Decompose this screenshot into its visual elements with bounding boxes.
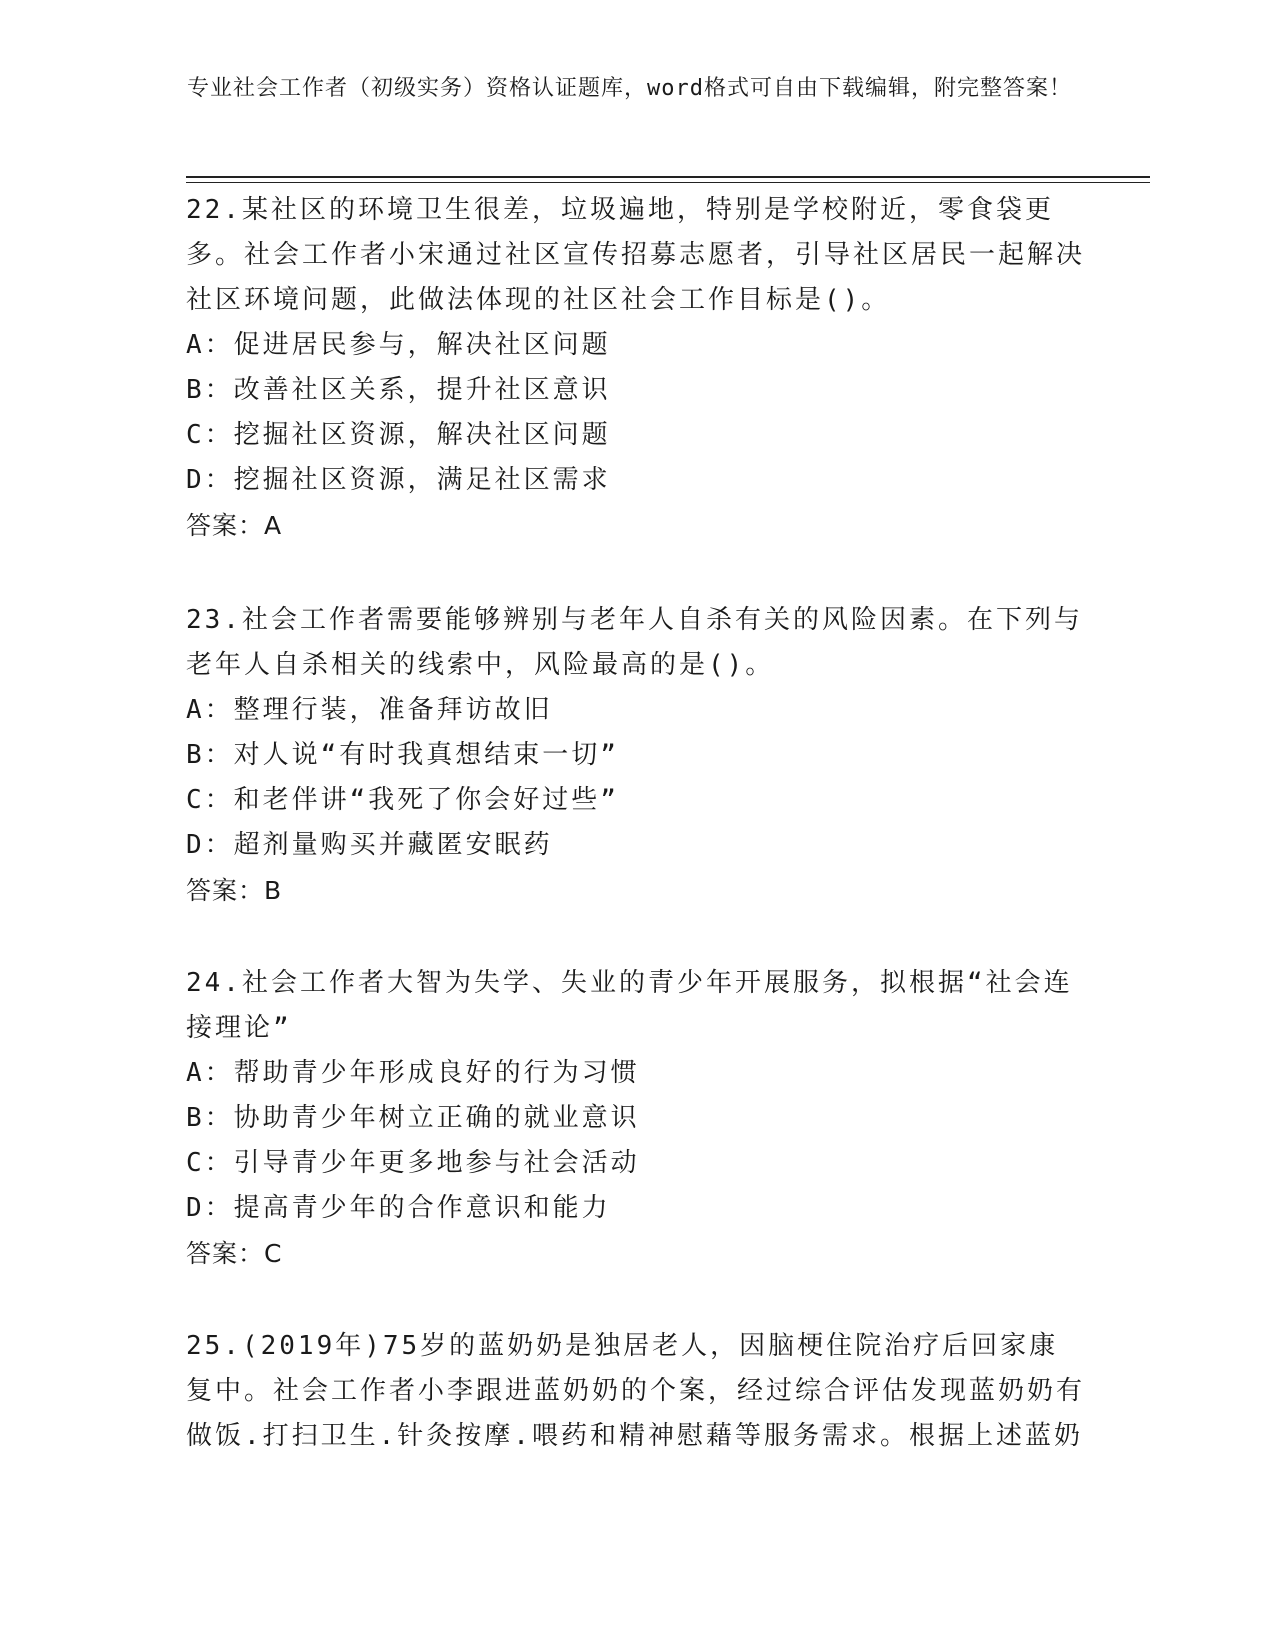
question-stem: 25.(2019年)75岁的蓝奶奶是独居老人，因脑梗住院治疗后回家康复中。社会工作者小李跟进蓝奶奶的个案，经过综合评估发现蓝奶奶有做饭.打扫卫生.针灸按摩.喂药和精神慰藉等服务需求。根据上述蓝奶	[186, 1331, 1086, 1451]
option-d: D：超剂量购买并藏匿安眠药	[186, 830, 553, 860]
question-stem: 22.某社区的环境卫生很差，垃圾遍地，特别是学校附近，零食袋更多。社会工作者小宋通过社区宣传招募志愿者，引导社区居民一起解决社区环境问题，此做法体现的社区社会工作目标是()。	[186, 195, 1086, 315]
answer: 答案：B	[186, 876, 283, 905]
document-header: 专业社会工作者（初级实务）资格认证题库，word格式可自由下载编辑，附完整答案！	[187, 76, 1072, 101]
question-24	[186, 961, 1086, 1276]
option-c: C：引导青少年更多地参与社会活动	[186, 1148, 640, 1178]
question-stem: 23.社会工作者需要能够辨别与老年人自杀有关的风险因素。在下列与老年人自杀相关的线索中，风险最高的是()。	[186, 605, 1083, 680]
header-divider-thin	[186, 182, 1150, 183]
answer: 答案：A	[186, 511, 283, 540]
option-b: B：改善社区关系，提升社区意识	[186, 375, 611, 405]
option-d: D：挖掘社区资源，满足社区需求	[186, 465, 611, 495]
option-a: A：帮助青少年形成良好的行为习惯	[186, 1058, 640, 1088]
option-b: B：对人说“有时我真想结束一切”	[186, 740, 619, 770]
option-a: A：促进居民参与，解决社区问题	[186, 330, 611, 360]
header-divider-thick	[186, 176, 1150, 178]
question-23	[186, 598, 1086, 913]
option-a: A：整理行装，准备拜访故旧	[186, 695, 553, 725]
question-25	[186, 1324, 1086, 1459]
option-d: D：提高青少年的合作意识和能力	[186, 1193, 611, 1223]
option-b: B：协助青少年树立正确的就业意识	[186, 1103, 640, 1133]
question-stem: 24.社会工作者大智为失学、失业的青少年开展服务，拟根据“社会连接理论”	[186, 968, 1073, 1043]
option-c: C：挖掘社区资源，解决社区问题	[186, 420, 611, 450]
question-22	[186, 188, 1086, 548]
answer: 答案：C	[186, 1239, 283, 1268]
option-c: C：和老伴讲“我死了你会好过些”	[186, 785, 619, 815]
